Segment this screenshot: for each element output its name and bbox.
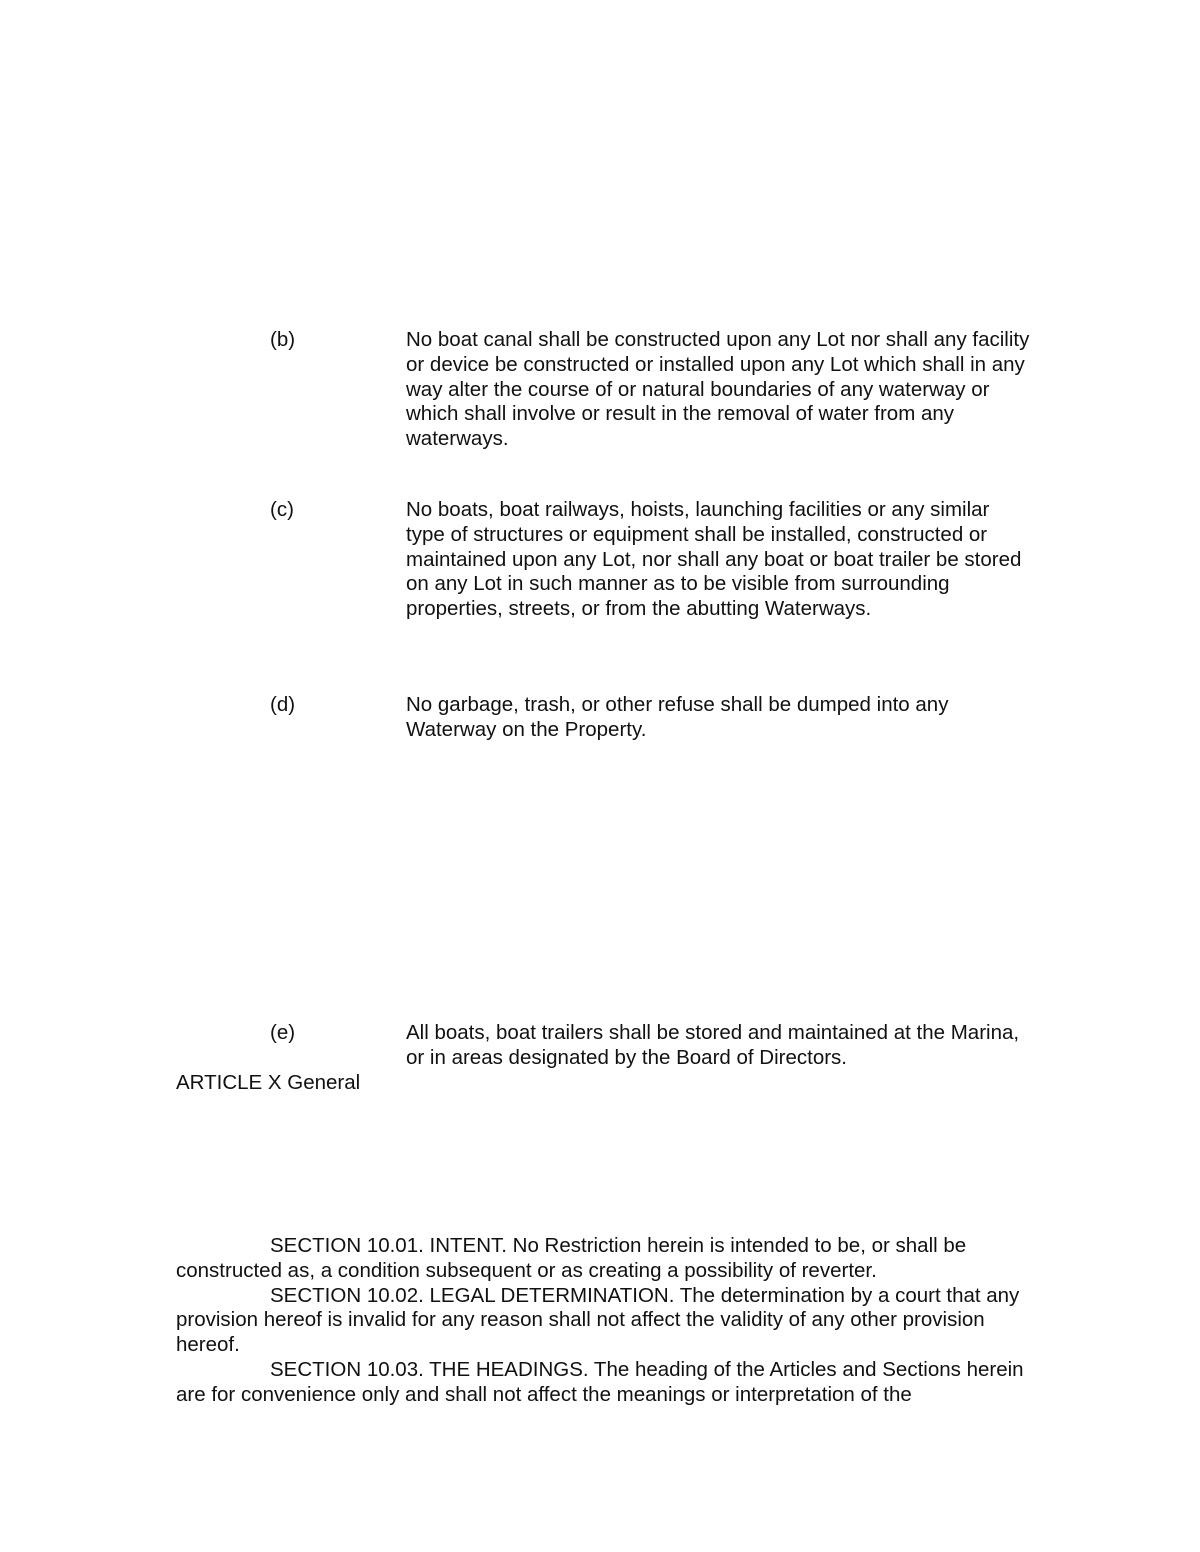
item-label: (e): [270, 1021, 296, 1044]
section-10-02: SECTION 10.02. LEGAL DETERMINATION. The determination by a court that any provision hereof is invalid for any reason shall not affect the validity of any other provision hereof.: [176, 1283, 1020, 1357]
item-label: (b): [270, 328, 296, 351]
article-heading: ARTICLE X General: [176, 1071, 361, 1094]
item-text: All boats, boat trailers shall be stored and maintained at the Marina, or in areas designated by the Board of Directors.: [406, 1021, 1020, 1069]
item-text: No boat canal shall be constructed upon any Lot nor shall any facility or device be constructed or installed upon any Lot which shall in any way alter the course of or natural boundaries of any waterway or which shall involve or result in the removal of water from any waterways.: [406, 328, 1030, 451]
section-10-03: SECTION 10.03. THE HEADINGS. The heading of the Articles and Sections herein are for convenience only and shall not affect the meanings or interpretation of the: [176, 1357, 1024, 1406]
item-label: (c): [270, 498, 294, 521]
item-label: (d): [270, 693, 296, 716]
sections-block: [176, 1234, 1026, 1408]
section-10-01: SECTION 10.01. INTENT. No Restriction herein is intended to be, or shall be constructed as, a condition subsequent or as creating a possibility of reverter.: [176, 1234, 967, 1282]
item-text: No boats, boat railways, hoists, launching facilities or any similar type of structures or equipment shall be installed, constructed or maintained upon any Lot, nor shall any boat or boat trailer be stored on any Lot in such manner as to be visible from surrounding properties, streets, or from the abutting Waterways.: [406, 498, 1022, 621]
item-text: No garbage, trash, or other refuse shall be dumped into any Waterway on the Property.: [406, 693, 949, 741]
